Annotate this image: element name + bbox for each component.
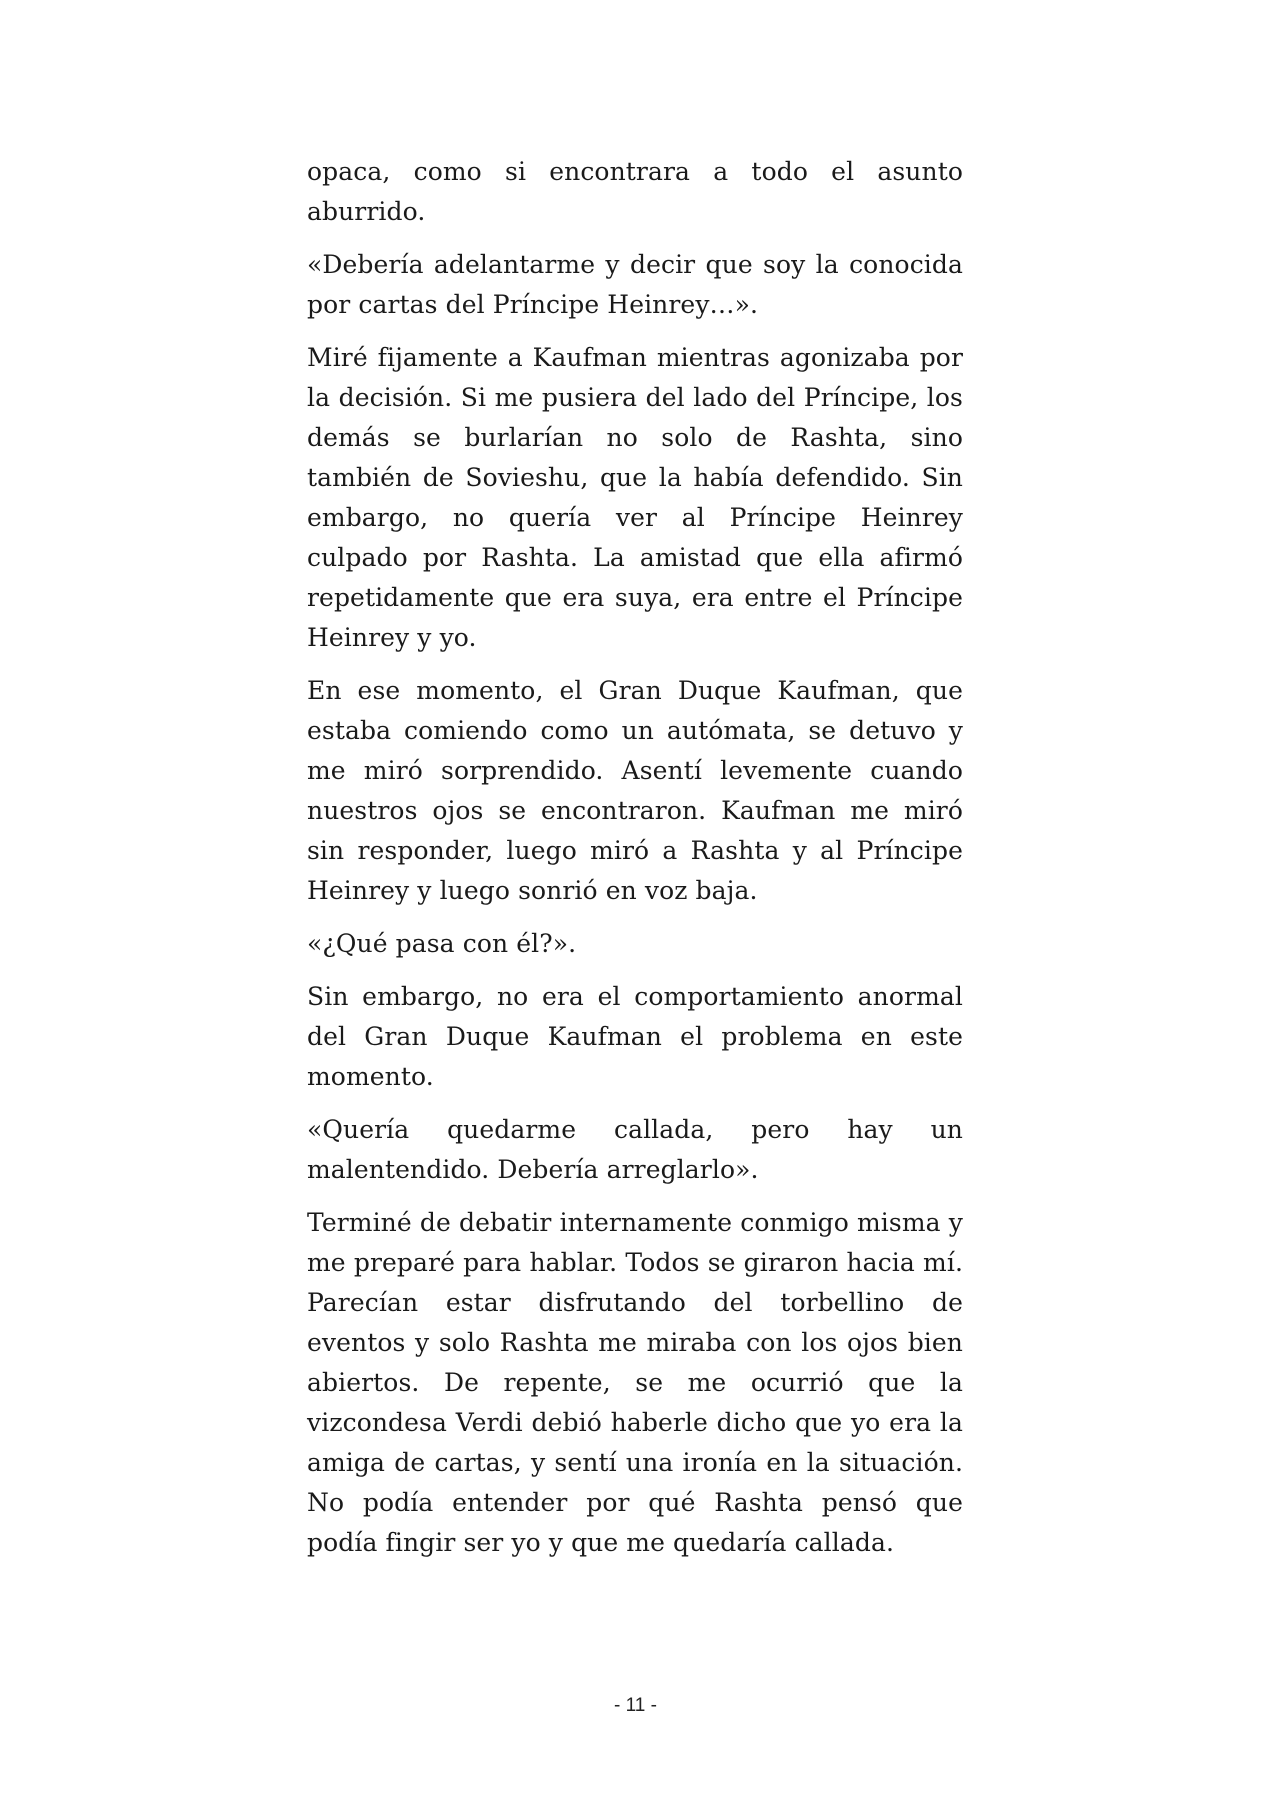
- paragraph: Miré fijamente a Kaufman mientras agonizaba por la decisión. Si me pusiera del lado del Príncipe, los demás se burlarían no solo de Rashta, sino también de Sovieshu, que la había defendido. Sin embargo, no quería ver al Príncipe Heinrey culpado por Rashta. La amistad que ella afirmó repetidamente que era suya, era entre el Príncipe Heinrey y yo.: [307, 343, 963, 652]
- paragraph: Sin embargo, no era el comportamiento anormal del Gran Duque Kaufman el problema en este momento.: [307, 982, 963, 1091]
- paragraph: «Debería adelantarme y decir que soy la conocida por cartas del Príncipe Heinrey…».: [307, 250, 963, 319]
- page-number: - 11 -: [614, 1695, 657, 1716]
- paragraph: Terminé de debatir internamente conmigo misma y me preparé para hablar. Todos se giraron hacia mí. Parecían estar disfrutando del torbellino de eventos y solo Rashta me miraba con los ojos bien abiertos. De repente, se me ocurrió que la vizcondesa Verdi debió haberle dicho que yo era la amiga de cartas, y sentí una ironía en la situación. No podía entender por qué Rashta pensó que podía fingir ser yo y que me quedaría callada.: [307, 1208, 963, 1557]
- paragraph: «¿Qué pasa con él?».: [307, 929, 577, 958]
- paragraph: «Quería quedarme callada, pero hay un malentendido. Debería arreglarlo».: [307, 1115, 963, 1184]
- paragraph: En ese momento, el Gran Duque Kaufman, que estaba comiendo como un autómata, se detuvo y me miró sorprendido. Asentí levemente cuando nuestros ojos se encontraron. Kaufman me miró sin responder, luego miró a Rashta y al Príncipe Heinrey y luego sonrió en voz baja.: [307, 676, 963, 905]
- page-body: [307, 152, 963, 1576]
- paragraph: opaca, como si encontrara a todo el asunto aburrido.: [307, 157, 963, 226]
